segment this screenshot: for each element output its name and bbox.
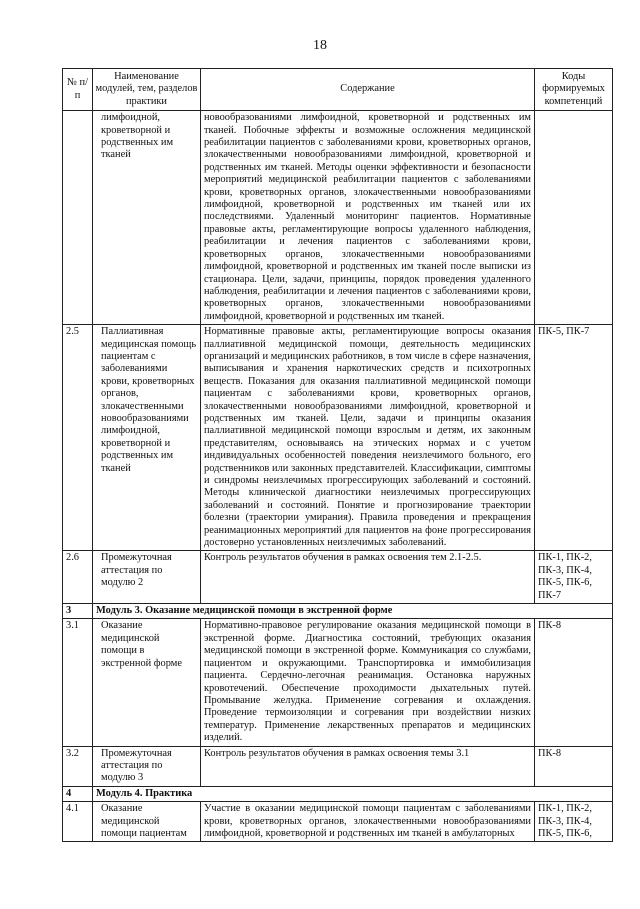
table-row (63, 802, 613, 842)
row-name: Промежуточная аттестация по модулю 2 (93, 551, 201, 604)
row-content: Контроль результатов обучения в рамках освоения тем 2.1-2.5. (201, 551, 535, 604)
module-title: Модуль 4. Практика (93, 786, 613, 801)
module-4-row (63, 786, 613, 801)
table-row (63, 111, 613, 325)
row-codes: ПК-5, ПК-7 (535, 325, 613, 551)
row-num: 3.2 (63, 746, 93, 786)
row-codes (535, 111, 613, 325)
row-name: Промежуточная аттестация по модулю 3 (93, 746, 201, 786)
module-num: 3 (63, 604, 93, 619)
module-3-row (63, 604, 613, 619)
header-name: Наименование модулей, тем, разделов практики (93, 69, 201, 111)
row-content: новообразованиями лимфоидной, кроветворной и родственных им тканей. Побочные эффекты и возможные осложнения медицинской реабилитации пациентов с заболеваниями крови, кроветворных органов, злокачественными новообразованиями лимфоидной, кроветворной и родственных им тканей. Методы оценки эффективности и безопасности мероприятий медицинской реабилитации пациентов с заболеваниями крови, кроветворных органов, злокачественными новообразованиями лимфоидной, кроветворной и родственных им тканей или их последствиями. Удаленный мониторинг пациентов. Нормативные правовые акты, регламентирующие вопросы удаленного наблюдения, реабилитации и лечения пациентов с заболеваниями крови, кроветворных органов, злокачественными новообразованиями лимфоидной, кроветворной и родственных им тканей после выписки из стационара. Цели, задачи, принципы, порядок проведения удаленного наблюдения, реабилитации и лечения пациентов с заболеваниями крови, кроветворных органов, злокачественными новообразованиями лимфоидной, кроветворной и родственных им тканей. (201, 111, 535, 325)
module-title: Модуль 3. Оказание медицинской помощи в экстренной форме (93, 604, 613, 619)
row-codes: ПК-8 (535, 746, 613, 786)
header-codes: Коды формируемых компетенций (535, 69, 613, 111)
row-name: лимфоидной, кроветворной и родственных им тканей (93, 111, 201, 325)
row-name: Оказание медицинской помощи пациентам (93, 802, 201, 842)
row-codes: ПК-8 (535, 619, 613, 746)
row-content: Нормативные правовые акты, регламентирующие вопросы оказания паллиативной медицинской помощи, деятельность медицинских организаций и медицинских работников, в том числе в сфере назначения, выписывания и хранения наркотических средств и психотропных веществ. Показания для оказания паллиативной медицинской помощи пациентам с заболеваниями крови, кроветворных органов, злокачественными новообразованиями лимфоидной, кроветворной и родственных им тканей. Цели, задачи и принципы оказания паллиативной медицинской помощи взрослым и детям, их законным представителям, основываясь на этических нормах и с учетом индивидуальных особенностей поведения неизлечимого больного, его родственников или законных представителей. Классификации, симптомы и синдромы неизлечимых прогрессирующих заболеваний и состояний. Методы клинической диагностики неизлечимых прогрессирующих заболеваний и состояний. Понятие и прогнозирование траектории болезни (траектории умирания). Правила проведения и прекращения реанимационных мероприятий для пациентов на фоне прогрессирования достоверно установленных неизлечимых заболеваний. (201, 325, 535, 551)
module-num: 4 (63, 786, 93, 801)
header-num: № п/п (63, 69, 93, 111)
row-name: Паллиативная медицинская помощь пациентам с заболеваниями крови, кроветворных органов, злокачественными новообразованиями лимфоидной, кроветворной и родственных им тканей (93, 325, 201, 551)
table-row (63, 746, 613, 786)
row-num: 4.1 (63, 802, 93, 842)
table-row (63, 619, 613, 746)
row-content: Контроль результатов обучения в рамках освоения темы 3.1 (201, 746, 535, 786)
row-codes: ПК-1, ПК-2, ПК-3, ПК-4, ПК-5, ПК-6, ПК-7 (535, 551, 613, 604)
row-content: Участие в оказании медицинской помощи пациентам с заболеваниями крови, кроветворных органов, злокачественными новообразованиями лимфоидной, кроветворной и родственных им тканей в амбулаторных (201, 802, 535, 842)
header-content: Содержание (201, 69, 535, 111)
row-num: 2.6 (63, 551, 93, 604)
row-name: Оказание медицинской помощи в экстренной форме (93, 619, 201, 746)
row-codes: ПК-1, ПК-2, ПК-3, ПК-4, ПК-5, ПК-6, (535, 802, 613, 842)
row-content: Нормативно-правовое регулирование оказания медицинской помощи в экстренной форме. Диагностика состояний, требующих оказания медицинской помощи в экстренной форме. Коммуникация со службами, пациентом и окружающими. Транспортировка и иммобилизация пациента. Сердечно-легочная реанимация. Остановка наружных кровотечений. Обеспечение проходимости дыхательных путей. Промывание желудка. Применение согревания и охлаждения. Проведение термоизоляции и согревания при воздействии низких температур. Применение лекарственных препаратов и медицинских изделий. (201, 619, 535, 746)
table-header-row (63, 69, 613, 111)
row-num (63, 111, 93, 325)
table-row (63, 551, 613, 604)
page-number: 18 (313, 38, 327, 53)
curriculum-table (62, 68, 613, 842)
row-num: 2.5 (63, 325, 93, 551)
table-row (63, 325, 613, 551)
row-num: 3.1 (63, 619, 93, 746)
